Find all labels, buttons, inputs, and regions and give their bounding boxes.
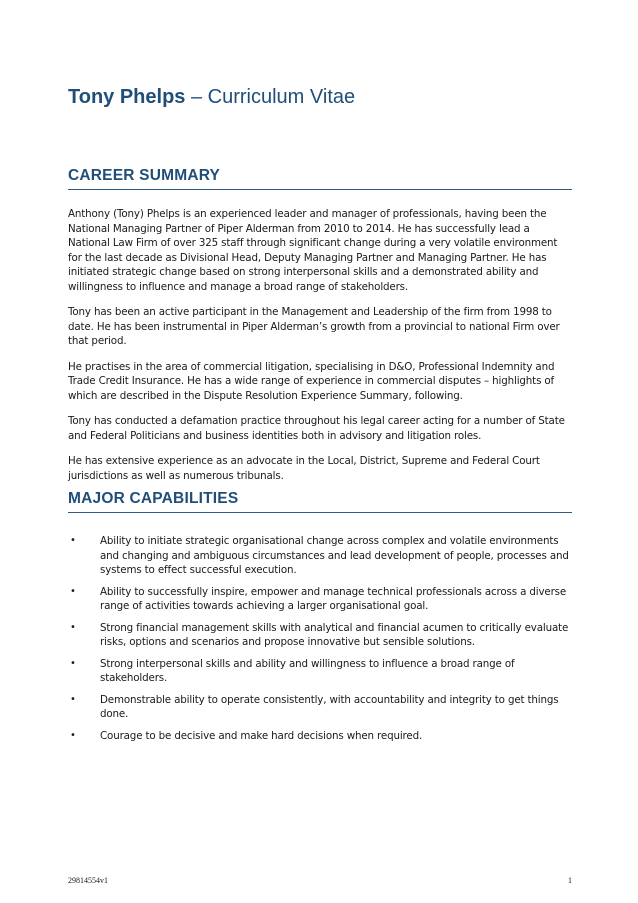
summary-paragraph: Tony has been an active participant in the Management and Leadership of the firm from 1998 to date. He has been instrumental in Piper Alderman’s growth from a provincial to national Firm over that period. xyxy=(68,306,560,347)
bullet-icon: • xyxy=(70,657,76,669)
capability-text: Strong interpersonal skills and ability and willingness to influence a broad range of stakeholders. xyxy=(100,657,515,684)
major-capabilities-heading: MAJOR CAPABILITIES xyxy=(68,490,572,513)
summary-paragraph: He has extensive experience as an advocate in the Local, District, Supreme and Federal Court jurisdictions as well as numerous tribunals. xyxy=(68,455,540,482)
title-suffix: – Curriculum Vitae xyxy=(185,86,356,108)
list-item xyxy=(68,657,574,686)
career-summary-heading: CAREER SUMMARY xyxy=(68,167,572,190)
footer-doc-id: 29814554v1 xyxy=(68,876,108,885)
summary-paragraph: Anthony (Tony) Phelps is an experienced leader and manager of professionals, having been the National Managing Partner of Piper Alderman from 2010 to 2014. He has successfully lead a National Law Firm of over 325 staff through significant change during a very volatile environment for the last decade as Divisional Head, Deputy Managing Partner and Managing Partner. He has initiated strategic change based on strong interpersonal skills and a demonstrated ability and willingness to influence and manage a broad range of stakeholders. xyxy=(68,208,558,293)
career-summary-body xyxy=(68,207,574,494)
footer-page-number: 1 xyxy=(568,876,572,885)
list-item xyxy=(68,621,574,650)
bullet-icon: • xyxy=(70,585,76,597)
capability-text: Demonstrable ability to operate consistently, with accountability and integrity to get things done. xyxy=(100,693,559,720)
capability-text: Ability to successfully inspire, empower and manage technical professionals across a diverse range of activities towards achieving a larger organisational goal. xyxy=(100,585,567,612)
capabilities-list xyxy=(68,534,574,750)
list-item xyxy=(68,534,574,578)
list-item xyxy=(68,585,574,614)
list-item xyxy=(68,693,574,722)
capability-text: Ability to initiate strategic organisational change across complex and volatile environments and changing and ambiguous circumstances and lead development of people, processes and systems to effect successful execution. xyxy=(100,535,569,576)
bullet-icon: • xyxy=(70,693,76,705)
bullet-icon: • xyxy=(70,621,76,633)
list-item xyxy=(68,729,574,744)
bullet-icon: • xyxy=(70,535,76,546)
bullet-icon: • xyxy=(70,729,76,741)
title-name: Tony Phelps xyxy=(68,86,186,108)
summary-paragraph: Tony has conducted a defamation practice throughout his legal career acting for a number of State and Federal Politicians and business identities both in advisory and litigation roles. xyxy=(68,415,565,442)
summary-paragraph: He practises in the area of commercial litigation, specialising in D&O, Professional Indemnity and Trade Credit Insurance. He has a wide range of experience in commercial disputes – highlights of which are described in the Dispute Resolution Experience Summary, following. xyxy=(68,360,555,402)
document-title xyxy=(68,86,355,109)
capability-text: Courage to be decisive and make hard decisions when required. xyxy=(100,729,423,742)
capability-text: Strong financial management skills with analytical and financial acumen to critically evaluate risks, options and scenarios and propose innovative but sensible solutions. xyxy=(100,621,569,648)
